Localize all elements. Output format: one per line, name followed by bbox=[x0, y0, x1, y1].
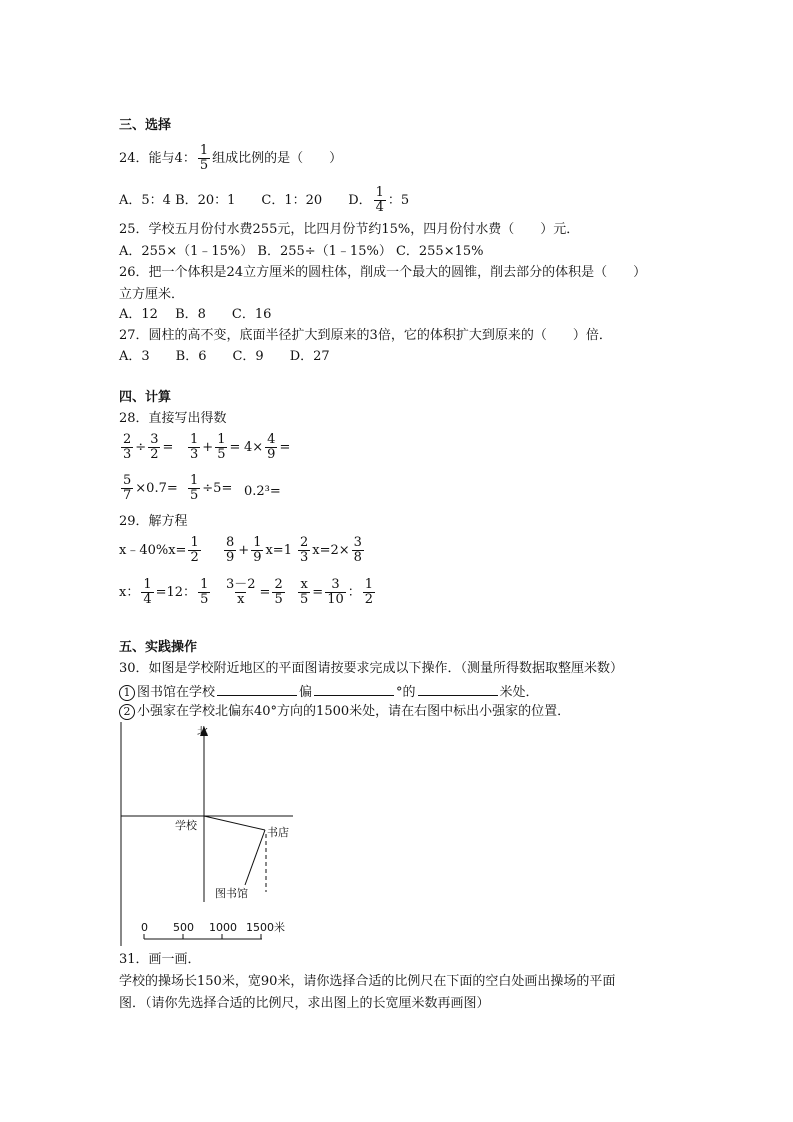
fraction: $\frac{1}{2}$ bbox=[364, 577, 374, 607]
circled-number: 2 bbox=[119, 704, 135, 720]
fraction: $\frac{1}{4}$ bbox=[143, 577, 152, 607]
eq-r1-a: x﹣40%x= $\frac{1}{2}$ bbox=[119, 535, 199, 565]
answer-blank[interactable] bbox=[217, 683, 297, 696]
fraction: $\frac{1}{3}$ bbox=[190, 432, 199, 462]
section-3-title: 三、选择 bbox=[119, 118, 172, 133]
fraction: $\frac{3}{2}$ bbox=[150, 432, 159, 462]
fraction: $\frac{3}{10}$ bbox=[327, 577, 344, 607]
calc-r1-b: $\frac{1}{3}$ + $\frac{1}{5}$ = bbox=[190, 432, 241, 462]
fraction: $\frac{3-2}{x}$ bbox=[226, 577, 256, 607]
calc-r2-a: $\frac{5}{7}$ ×0.7= bbox=[123, 473, 178, 503]
north-label: 北 bbox=[197, 725, 208, 738]
answer-blank[interactable] bbox=[418, 683, 498, 696]
eq-r2-b: $\frac{3-2}{x}$ = $\frac{2}{5}$ bbox=[226, 577, 283, 607]
question-26-cont: 立方厘米． bbox=[119, 287, 185, 302]
section-4-title: 四、计算 bbox=[119, 390, 172, 405]
school-area-map bbox=[115, 722, 300, 950]
circled-number: 1 bbox=[119, 685, 135, 701]
scale-label-0: 0 bbox=[141, 921, 148, 934]
question-29: 29．解方程 bbox=[119, 514, 188, 529]
scale-label-1000: 1000 bbox=[209, 921, 237, 934]
scale-label-500: 500 bbox=[173, 921, 194, 934]
fraction: $\frac{x}{5}$ bbox=[300, 577, 309, 607]
fraction: $\frac{3}{8}$ bbox=[353, 535, 362, 565]
q26-options: A．12 B．8 C．16 bbox=[119, 307, 272, 322]
calc-r1-c: 4× $\frac{4}{9}$ = bbox=[244, 432, 291, 462]
fraction: $\frac{2}{3}$ bbox=[123, 432, 132, 462]
calc-r1-a: $\frac{2}{3}$ ÷ $\frac{3}{2}$ = bbox=[123, 432, 174, 462]
fraction: $\frac{1}{4}$ bbox=[375, 185, 384, 215]
bookstore-label: 书店 bbox=[267, 826, 289, 839]
fraction: $\frac{1}{5}$ bbox=[190, 473, 199, 503]
question-31-line1: 学校的操场长150米，宽90米，请你选择合适的比例尺在下面的空白处画出操场的平面 bbox=[119, 974, 616, 989]
fraction: $\frac{5}{7}$ bbox=[123, 473, 132, 503]
scale-label-1500: 1500米 bbox=[246, 921, 285, 934]
question-27: 27．圆柱的高不变，底面半径扩大到原来的3倍，它的体积扩大到原来的（ ）倍． bbox=[119, 328, 612, 343]
q24-options: A．5：4 B．20：1 C．1：20 D． $\frac{1}{4}$ ：5 bbox=[119, 185, 410, 215]
eq-r1-b: $\frac{8}{9}$ + $\frac{1}{9}$ x=1 bbox=[226, 535, 292, 565]
fraction: $\frac{1}{2}$ bbox=[190, 535, 199, 565]
bookstore-library-line bbox=[245, 830, 265, 885]
question-24: 24．能与4： $\frac{1}{5}$ 组成比例的是（ ） bbox=[119, 143, 343, 173]
fraction: $\frac{2}{5}$ bbox=[274, 577, 283, 607]
eq-r1-c: $\frac{2}{3}$ x=2× $\frac{3}{8}$ bbox=[300, 535, 362, 565]
question-26: 26．把一个体积是24立方厘米的圆柱体，削成一个最大的圆锥，削去部分的体积是（ ） bbox=[119, 265, 647, 280]
q24-stem: 24．能与4： bbox=[119, 151, 196, 166]
question-31: 31．画一画． bbox=[119, 952, 201, 967]
fraction: $\frac{1}{9}$ bbox=[253, 535, 262, 565]
calc-r2-b: $\frac{1}{5}$ ÷5= bbox=[190, 473, 233, 503]
eq-r2-c: $\frac{x}{5}$ = $\frac{3}{10}$ ： $\frac{1}{2}$ bbox=[300, 577, 374, 607]
school-bookstore-line bbox=[204, 816, 265, 830]
library-label: 图书馆 bbox=[215, 887, 248, 900]
q25-options: A．255×（1﹣15%） B．255÷（1﹣15%） C．255×15% bbox=[119, 244, 484, 259]
fraction: $\frac{4}{9}$ bbox=[267, 432, 276, 462]
fraction: $\frac{8}{9}$ bbox=[226, 535, 235, 565]
question-25: 25．学校五月份付水费255元，比四月份节约15%，四月份付水费（ ）元． bbox=[119, 222, 580, 237]
fraction: $\frac{2}{3}$ bbox=[300, 535, 309, 565]
eq-r2-a: x： $\frac{1}{4}$ =12： $\frac{1}{5}$ bbox=[119, 577, 209, 607]
q30-sub1: 1 图书馆在学校 偏 °的 米处． bbox=[119, 683, 539, 701]
q27-options: A．3 B．6 C．9 D．27 bbox=[119, 349, 330, 364]
question-28: 28．直接写出得数 bbox=[119, 411, 227, 426]
calc-r2-c: 0.2³= bbox=[244, 484, 281, 499]
question-31-line2: 图．（请你先选择合适的比例尺，求出图上的长宽厘米数再画图） bbox=[119, 996, 490, 1011]
school-label: 学校 bbox=[175, 819, 197, 832]
fraction: $\frac{1}{5}$ bbox=[200, 577, 209, 607]
q30-sub2: 2 小强家在学校北偏东40°方向的1500米处，请在右图中标出小强家的位置． bbox=[119, 704, 570, 720]
fraction: $\frac{1}{5}$ bbox=[217, 432, 226, 462]
answer-blank[interactable] bbox=[314, 683, 394, 696]
fraction: $\frac{1}{5}$ bbox=[199, 143, 209, 173]
question-30: 30．如图是学校附近地区的平面图请按要求完成以下操作．（测量所得数据取整厘米数） bbox=[119, 661, 624, 676]
section-5-title: 五、实践操作 bbox=[119, 640, 198, 655]
